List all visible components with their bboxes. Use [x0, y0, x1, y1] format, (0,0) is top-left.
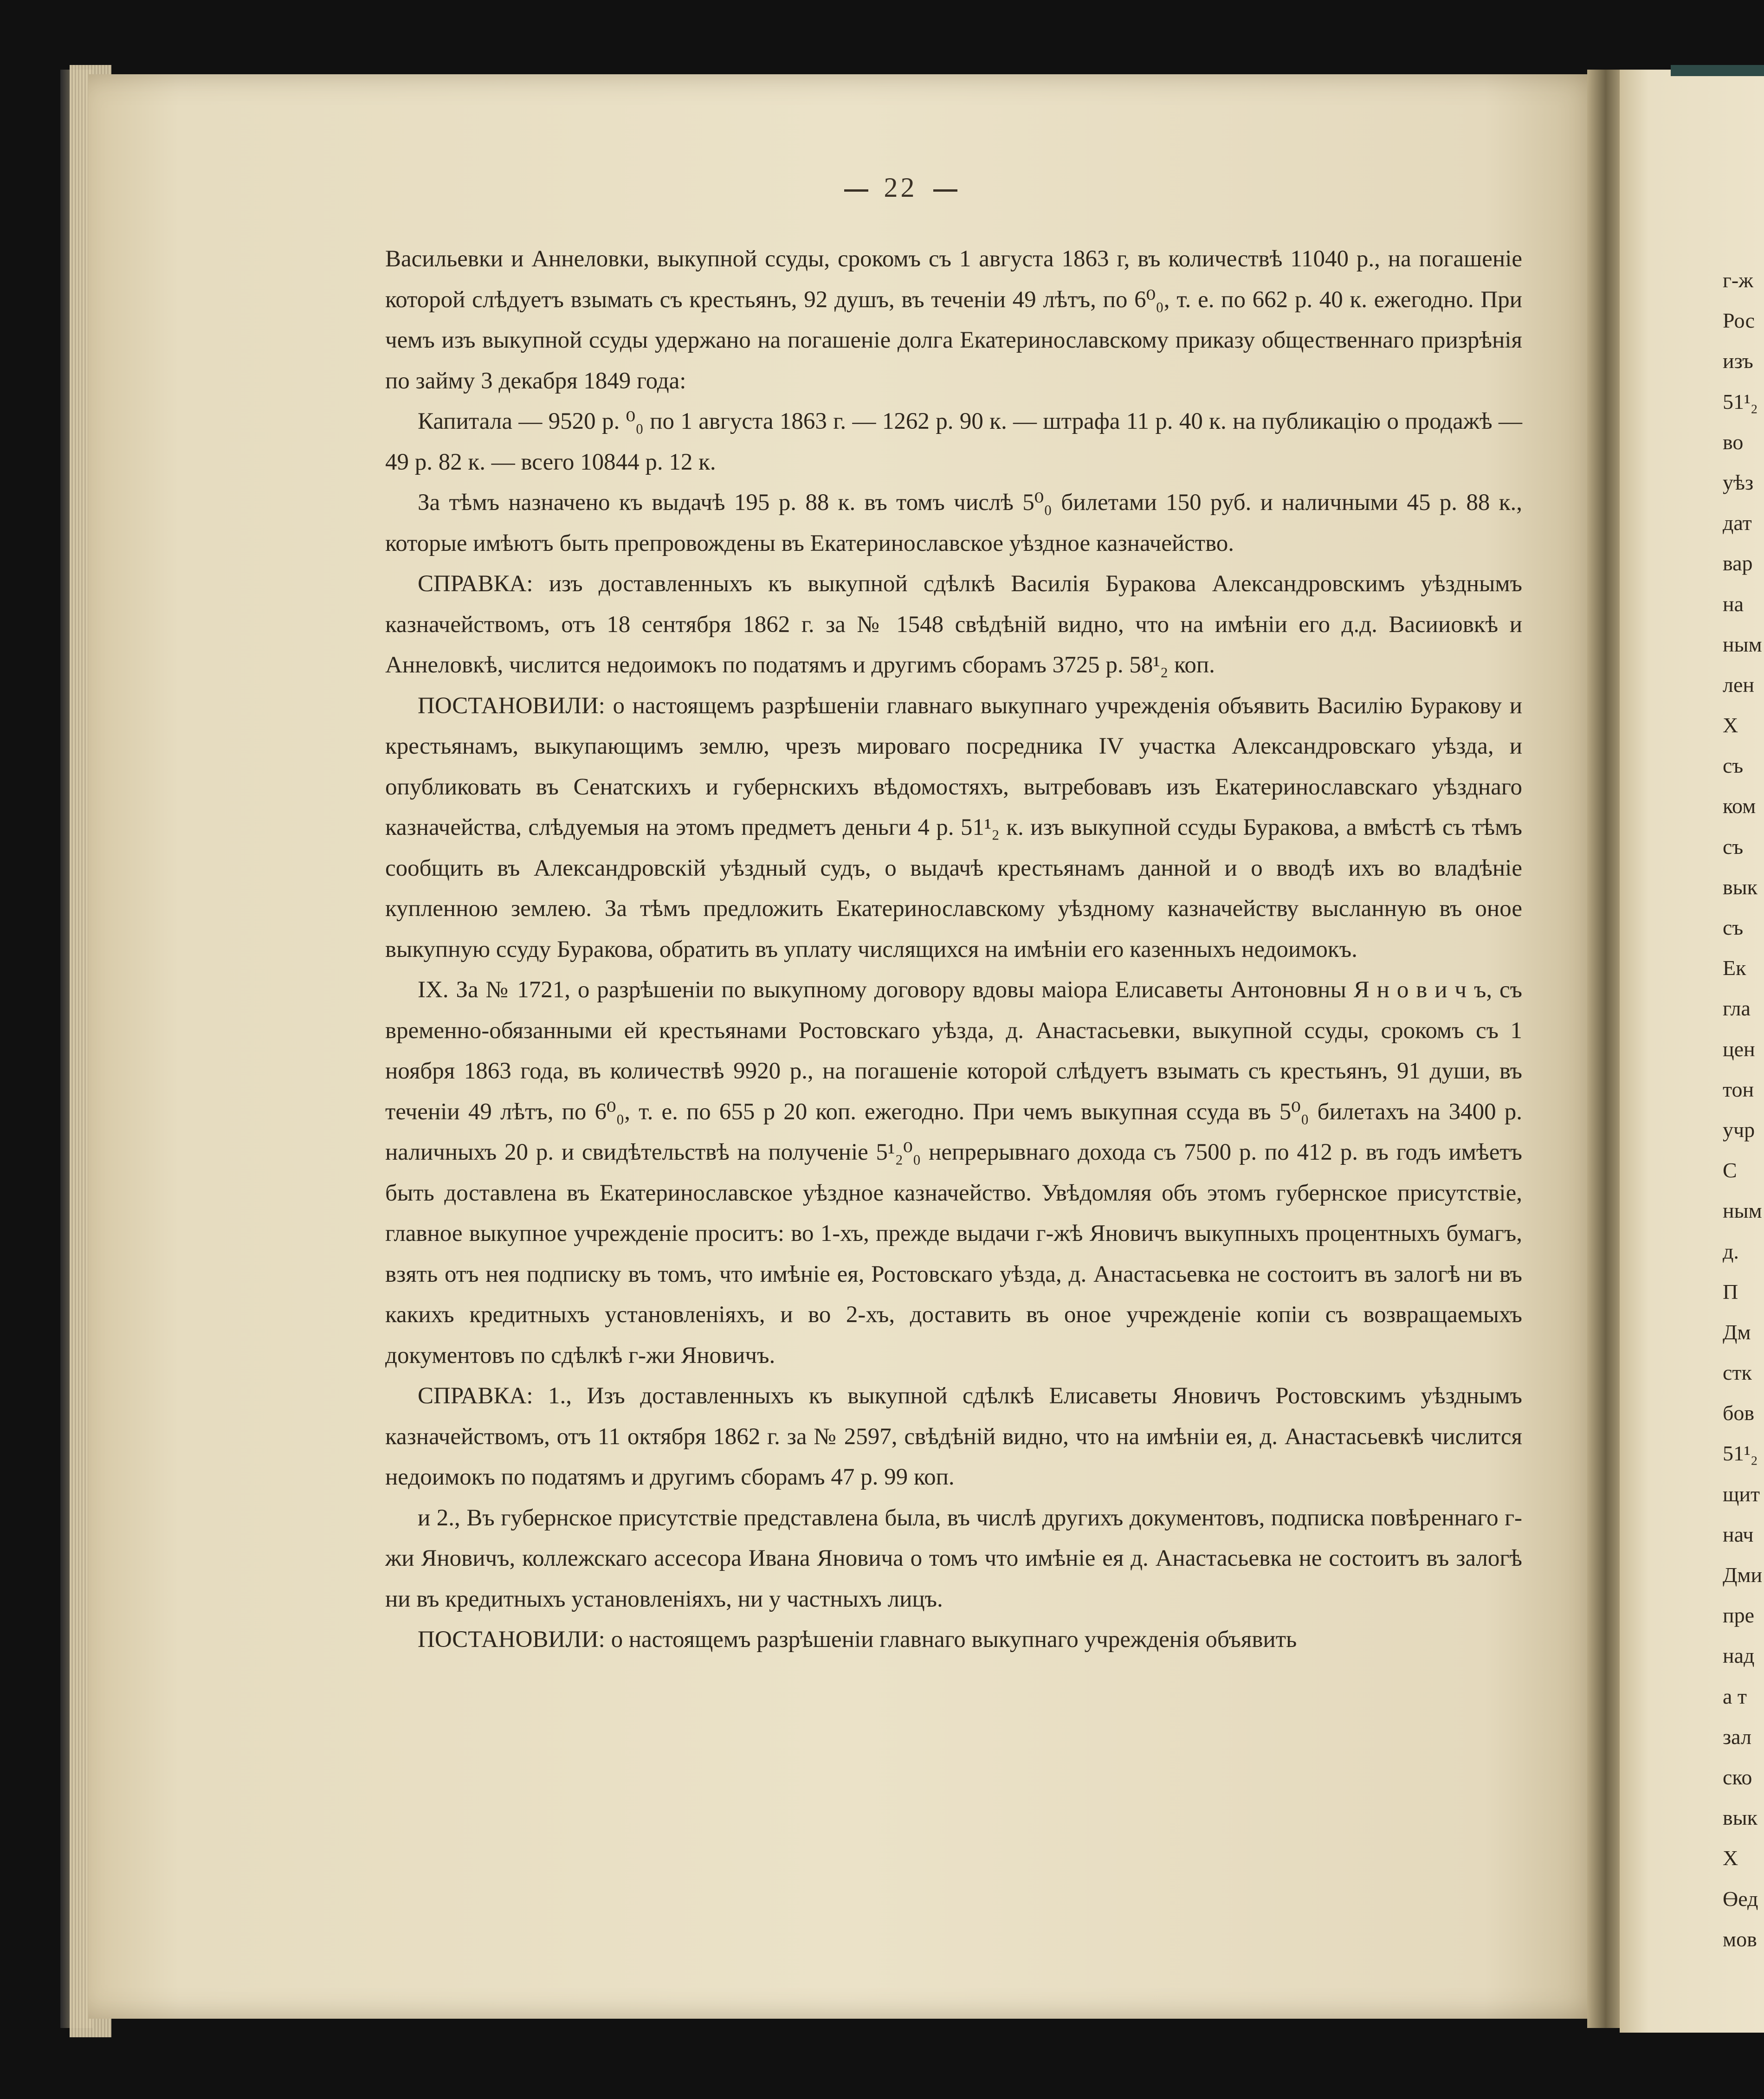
line-fragment: дат [1723, 511, 1752, 535]
line-fragment: тон [1723, 1077, 1754, 1101]
line-fragment: а т [1723, 1684, 1747, 1708]
line-fragment: учр [1723, 1117, 1755, 1142]
paragraph: СПРАВКА: изъ доставленныхъ къ выкупной сдѣлкѣ Василія Буракова Александровскимъ уѣзднымъ казначействомъ, отъ 18 сентября 1862 г. за № 1548 свѣдѣній видно, что на имѣніи его д.д. Васииовкѣ и Аннеловкѣ, числится недоимокъ по податямъ и другимъ сборамъ 3725 р. 58¹₂ коп. [385, 571, 1522, 678]
line-fragment: над [1723, 1644, 1755, 1668]
paragraph: За тѣмъ назначено къ выдачѣ 195 р. 88 к. въ томъ числѣ 5⁰₀ билетами 150 руб. и наличными 45 р. 88 к., которые имѣютъ быть препровождены въ Екатеринославское уѣздное казначейство. [385, 490, 1522, 556]
line-fragment: Х [1723, 713, 1738, 737]
line-fragment: Х [1723, 1846, 1738, 1870]
line-fragment: щит [1723, 1482, 1760, 1506]
line-fragment: С [1723, 1158, 1737, 1182]
paragraph: ПОСТАНОВИЛИ: о настоящемъ разрѣшеніи главнаго выкупнаго учрежденія объявить Василію Буракову и крестьянамъ, выкупающимъ землю, чрезъ мироваго посредника IV участка Александровскаго уѣзда, и опубликовать въ Сенатскихъ и губернскихъ вѣдомостяхъ, вытребовавъ изъ Екатеринославскаго уѣзднаго казначейства, слѣдуемыя на этомъ предметъ деньги 4 р. 51¹₂ к. изъ выкупной ссуды Буракова, а вмѣстѣ съ тѣмъ сообщить въ Александровскій уѣздный судъ, о выдачѣ крестьянамъ данной и о вводѣ ихъ во владѣніе купленною землею. За тѣмъ предложить Екатеринославскому уѣздному казначейству высланную въ оное выкупную ссуду Буракова, обратить въ уплату числящихся на имѣніи его казенныхъ недоимокъ. [385, 692, 1522, 962]
line-fragment: цен [1723, 1037, 1755, 1061]
line-fragment: уѣз [1723, 470, 1754, 494]
line-fragment: стк [1723, 1361, 1752, 1385]
paragraph: и 2., Въ губернское присутствіе представлена была, въ числѣ другихъ документовъ, подписка повѣреннаго г-жи Яновичъ, коллежскаго ассесора Ивана Яновича о томъ что имѣніе ея д. Анастасьевка не состоитъ въ залогѣ ни въ кредитныхъ установленіяхъ, ни у частныхъ лицъ. [385, 1505, 1522, 1612]
line-fragment: съ [1723, 754, 1744, 778]
line-fragment: во [1723, 430, 1744, 454]
line-fragment: съ [1723, 834, 1744, 859]
line-fragment: д. [1723, 1239, 1739, 1263]
line-fragment: вык [1723, 875, 1758, 899]
paragraph: Капитала — 9520 р. ⁰₀ по 1 августа 1863 г. — 1262 р. 90 к. — штрафа 11 р. 40 к. на публикацію о продажѣ — 49 р. 82 к. — всего 10844 р. 12 к. [385, 408, 1522, 475]
line-fragment: бов [1723, 1401, 1755, 1425]
line-fragment: съ [1723, 916, 1744, 939]
line-fragment: на [1723, 592, 1744, 616]
line-fragment: вык [1723, 1806, 1758, 1830]
page-body-text [385, 239, 1522, 1660]
line-fragment: вар [1723, 551, 1753, 575]
dash-left [844, 189, 868, 192]
right-page-text-fragments [1723, 260, 1764, 1959]
page-number-value: 22 [884, 172, 918, 203]
book-gutter [1587, 70, 1624, 2028]
line-fragment: мов [1723, 1927, 1757, 1951]
paragraph: СПРАВКА: 1., Изъ доставленныхъ къ выкупной сдѣлкѣ Елисаветы Яновичъ Ростовскимъ уѣзднымъ казначействомъ, отъ 11 октября 1862 г. за № 2597, свѣдѣній видно, что на имѣніи ея, д. Анастасьевкѣ числится недоимокъ по податямъ и другимъ сборамъ 47 р. 99 коп. [385, 1383, 1522, 1490]
line-fragment: изъ [1723, 349, 1753, 373]
line-fragment: 51¹₂ [1723, 1441, 1758, 1466]
line-fragment: ным [1723, 632, 1762, 656]
line-fragment: 51¹₂ [1723, 389, 1758, 413]
line-fragment: П [1723, 1279, 1738, 1304]
line-fragment: Рос [1723, 309, 1755, 333]
line-fragment: Ек [1723, 956, 1746, 980]
page-number [0, 172, 1764, 204]
line-fragment: пре [1723, 1603, 1755, 1628]
line-fragment: нач [1723, 1522, 1754, 1546]
line-fragment: Өед [1723, 1886, 1758, 1911]
cover-strip [1671, 65, 1764, 76]
line-fragment: ком [1723, 794, 1756, 818]
line-fragment: зал [1723, 1724, 1751, 1749]
line-fragment: Дм [1723, 1320, 1751, 1344]
paragraph: IX. За № 1721, о разрѣшеніи по выкупному договору вдовы маіора Елисаветы Антоновны Я н о в и ч ъ, съ временно-обязанными ей крестьянами Ростовскаго уѣзда, д. Анастасьевки, выкупной ссуды, срокомъ съ 1 ноября 1863 года, въ количествѣ 9920 р., на погашеніе которой слѣдуетъ взымать съ крестьянъ, 91 души, въ теченіи 49 лѣтъ, по 6⁰₀, т. е. по 655 р 20 коп. ежегодно. При чемъ выкупная ссуда въ 5⁰₀ билетахъ на 3400 р. наличныхъ 20 р. и свидѣтельствѣ на полученіе 5¹₂⁰₀ непрерывнаго дохода съ 7500 р. по 412 р. въ годъ имѣетъ быть доставлена въ Екатеринославское уѣздное казначейство. Увѣдомляя объ этомъ губернское присутствіе, главное выкупное учрежденіе проситъ: во 1-хъ, прежде выдачи г-жѣ Яновичъ выкупныхъ процентныхъ бумагъ, взять отъ нея подписку въ томъ, что имѣніе ея, Ростовскаго уѣзда, д. Анастасьевка не состоитъ въ залогѣ ни въ какихъ кредитныхъ установленіяхъ, и во 2-хъ, доставить въ оное учрежденіе копіи съ возвращаемыхъ документовъ по сдѣлкѣ г-жи Яновичъ. [385, 977, 1522, 1369]
paragraph: Васильевки и Аннеловки, выкупной ссуды, срокомъ съ 1 августа 1863 г, въ количествѣ 11040 р., на погашеніе которой слѣдуетъ взымать съ крестьянъ, 92 душъ, въ теченіи 49 лѣтъ, по 6⁰₀, т. е. по 662 р. 40 к. ежегодно. При чемъ изъ выкупной ссуды удержано на погашеніе долга Екатеринославскому приказу общественнаго призрѣнія по займу 3 декабря 1849 года: [385, 246, 1522, 394]
line-fragment: ным [1723, 1199, 1762, 1223]
line-fragment: г-ж [1723, 268, 1753, 292]
dash-right [933, 189, 957, 192]
line-fragment: гла [1723, 996, 1751, 1020]
line-fragment: Дми [1723, 1563, 1763, 1587]
line-fragment: ско [1723, 1765, 1752, 1789]
line-fragment: лен [1723, 672, 1754, 697]
paragraph: ПОСТАНОВИЛИ: о настоящемъ разрѣшеніи главнаго выкупнаго учрежденія объявить [418, 1627, 1297, 1653]
